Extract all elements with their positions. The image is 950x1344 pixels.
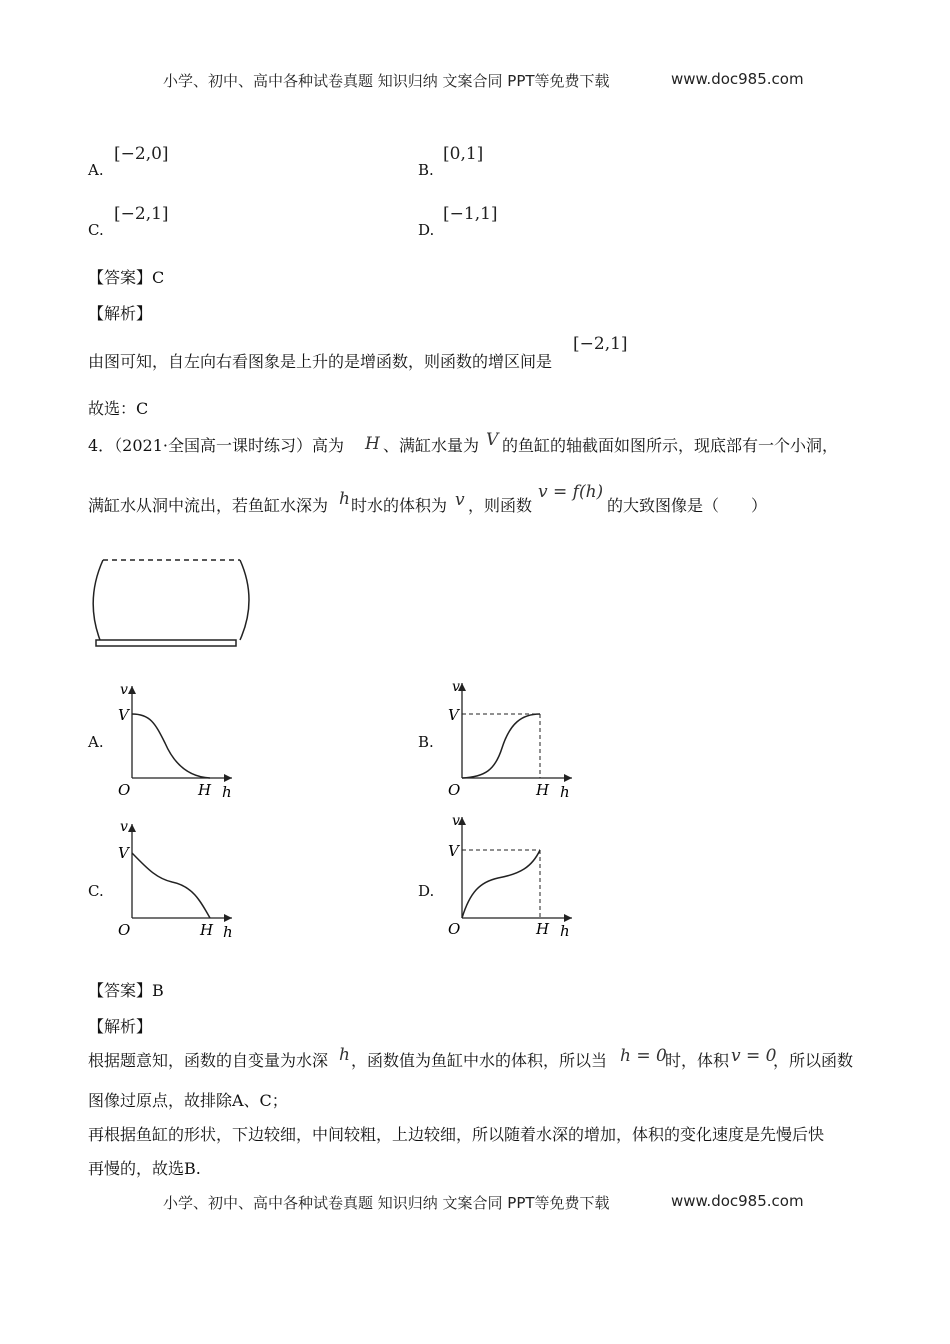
q3-option-c-value: [−2,1] bbox=[114, 204, 169, 224]
graph-a-v-label: v bbox=[120, 682, 128, 698]
q3-option-d-value: [−1,1] bbox=[443, 204, 498, 224]
q4-var-h: h bbox=[339, 489, 350, 509]
q4-stem-line2-part1: 满缸水从洞中流出，若鱼缸水深为 bbox=[88, 496, 329, 515]
q4-stem-line1-part1: 4．（2021·全国高一课时练习）高为 bbox=[88, 436, 344, 455]
q4-function: v = f(h) bbox=[538, 482, 604, 502]
graph-b-curve bbox=[462, 714, 540, 778]
graph-c bbox=[110, 818, 240, 943]
footer-text: 小学、初中、高中各种试卷真题 知识归纳 文案合同 PPT等免费下载 bbox=[163, 1194, 610, 1212]
q3-option-a-letter: A. bbox=[88, 161, 104, 179]
q3-analysis-interval: [−2,1] bbox=[573, 334, 628, 354]
q4-analysis-line1-part4: ，所以函数 bbox=[773, 1051, 854, 1070]
graph-a-O-label: O bbox=[118, 781, 131, 799]
q4-option-a-letter: A. bbox=[88, 733, 104, 751]
graph-b-v-label: v bbox=[452, 679, 460, 695]
q4-var-v: v bbox=[455, 490, 465, 510]
graph-c-V-label: V bbox=[118, 844, 129, 862]
q4-var-H: H bbox=[365, 434, 380, 454]
tank-base bbox=[96, 640, 236, 646]
q4-analysis-line1-part1: 根据题意知，函数的自变量为水深 bbox=[88, 1051, 329, 1070]
graph-a-h-label: h bbox=[222, 783, 232, 801]
q3-option-a-value: [−2,0] bbox=[114, 144, 169, 164]
q4-var-V: V bbox=[486, 430, 499, 450]
graph-a-H-label: H bbox=[198, 781, 212, 799]
graph-c-v-label: v bbox=[120, 819, 128, 835]
graph-b-H-label: H bbox=[536, 781, 550, 799]
q4-answer: 【答案】B bbox=[88, 981, 164, 1000]
graph-c-h-label: h bbox=[223, 923, 233, 941]
q4-stem-line1-part3: 的鱼缸的轴截面如图所示，现底部有一个小洞， bbox=[502, 436, 839, 455]
q4-option-d-letter: D. bbox=[418, 882, 435, 900]
q4-analysis-line1-part3: 时，体积 bbox=[665, 1051, 730, 1070]
q3-analysis-text: 由图可知，自左向右看图象是上升的是增函数，则函数的增区间是 bbox=[88, 352, 553, 371]
graph-a bbox=[110, 678, 240, 803]
header-text: 小学、初中、高中各种试卷真题 知识归纳 文案合同 PPT等免费下载 bbox=[163, 72, 610, 90]
q4-stem-line1-part2: 、满缸水量为 bbox=[383, 436, 480, 455]
q3-answer: 【答案】C bbox=[88, 268, 165, 287]
q4-analysis-eq-h0: h = 0 bbox=[620, 1046, 667, 1066]
q4-analysis-title: 【解析】 bbox=[88, 1017, 153, 1036]
graph-a-V-label: V bbox=[118, 706, 129, 724]
q4-stem-line2-part3: ，则函数 bbox=[468, 496, 533, 515]
q4-analysis-line4: 再慢的，故选B. bbox=[88, 1159, 201, 1178]
graph-b bbox=[440, 678, 580, 803]
graph-a-curve bbox=[132, 714, 210, 778]
graph-d-h-label: h bbox=[560, 922, 570, 940]
q4-analysis-line2: 图像过原点，故排除A、C； bbox=[88, 1091, 288, 1110]
q4-analysis-eq-v0: v = 0 bbox=[731, 1046, 777, 1066]
q3-option-c-letter: C. bbox=[88, 221, 104, 239]
fish-tank-figure bbox=[90, 555, 260, 655]
graph-c-O-label: O bbox=[118, 921, 131, 939]
q4-option-b-letter: B. bbox=[418, 733, 434, 751]
graph-c-curve bbox=[132, 853, 210, 918]
tank-right-wall bbox=[240, 560, 249, 640]
header-url[interactable]: www.doc985.com bbox=[671, 70, 804, 88]
q4-stem-line2-part2: 时水的体积为 bbox=[351, 496, 448, 515]
graph-c-H-label: H bbox=[200, 921, 214, 939]
graph-d-curve bbox=[462, 850, 540, 918]
graph-d-v-label: v bbox=[452, 813, 460, 829]
q3-option-d-letter: D. bbox=[418, 221, 435, 239]
graph-d-H-label: H bbox=[536, 920, 550, 938]
graph-b-V-label: V bbox=[448, 706, 459, 724]
q4-analysis-var-h: h bbox=[339, 1045, 350, 1065]
q4-option-c-letter: C. bbox=[88, 882, 104, 900]
q4-stem-line2-part4: 的大致图像是（ ） bbox=[607, 496, 768, 515]
footer-url[interactable]: www.doc985.com bbox=[671, 1192, 804, 1210]
graph-d-V-label: V bbox=[448, 842, 459, 860]
graph-b-O-label: O bbox=[448, 781, 461, 799]
graph-d bbox=[440, 812, 580, 942]
q4-analysis-line1-part2: ，函数值为鱼缸中水的体积，所以当 bbox=[351, 1051, 608, 1070]
q3-option-b-value: [0,1] bbox=[443, 144, 484, 164]
q3-analysis-title: 【解析】 bbox=[88, 304, 153, 323]
graph-d-O-label: O bbox=[448, 920, 461, 938]
tank-left-wall bbox=[93, 560, 103, 640]
q3-conclusion: 故选：C bbox=[88, 399, 149, 418]
graph-b-h-label: h bbox=[560, 783, 570, 801]
q3-option-b-letter: B. bbox=[418, 161, 434, 179]
q4-analysis-line3: 再根据鱼缸的形状，下边较细，中间较粗，上边较细，所以随着水深的增加，体积的变化速度是先慢后快 bbox=[88, 1125, 825, 1144]
